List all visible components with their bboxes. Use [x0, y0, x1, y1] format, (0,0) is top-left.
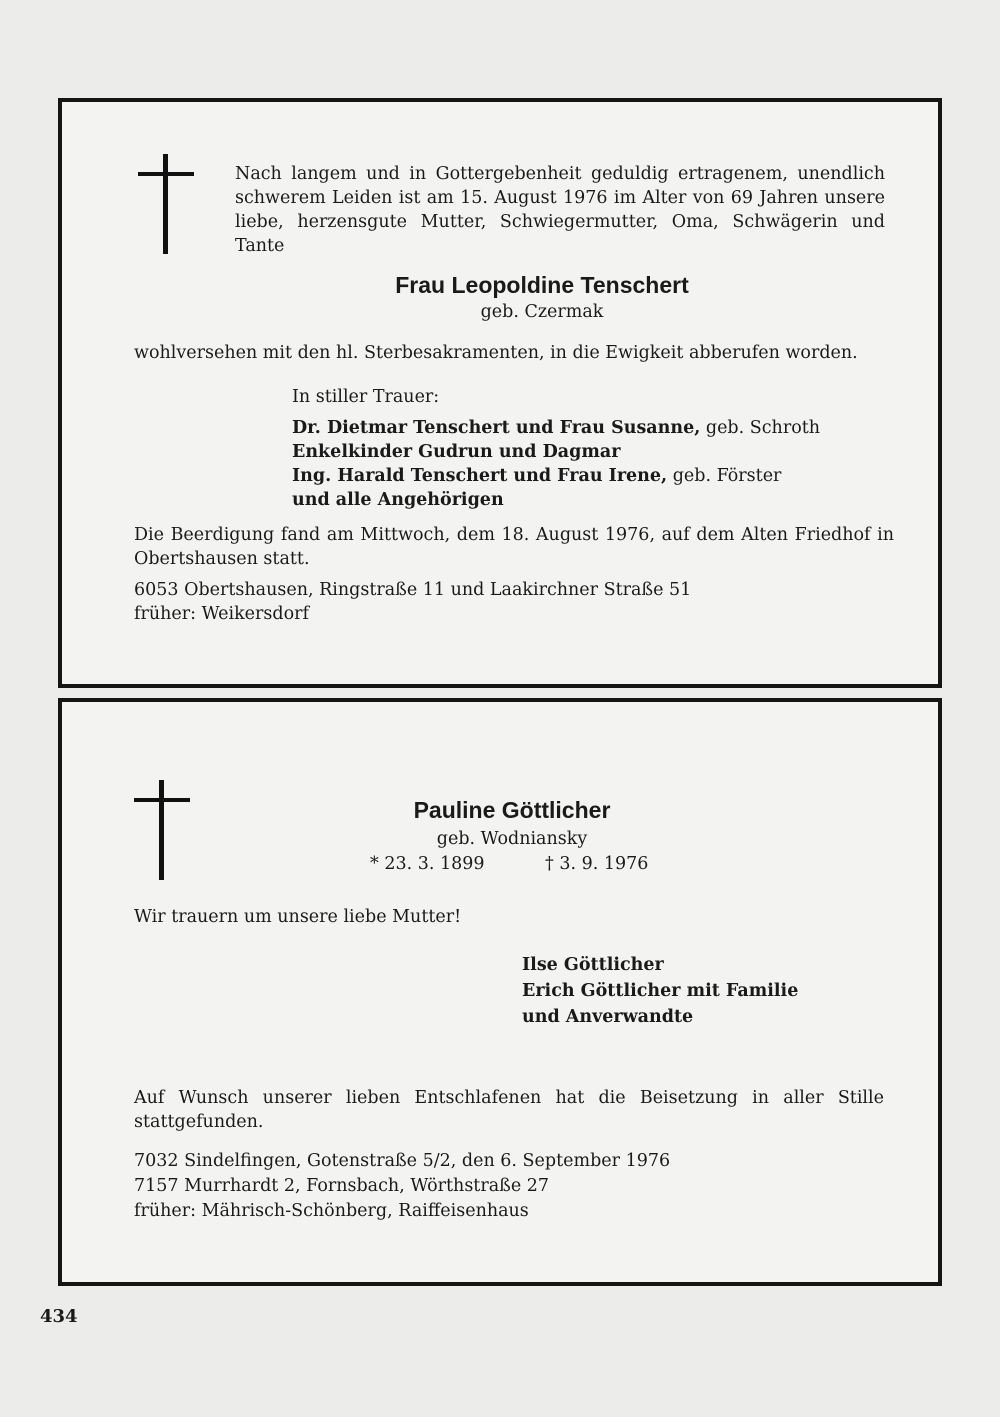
mourning-text: Wir trauern um unsere liebe Mutter!	[134, 907, 462, 927]
cross-icon	[138, 154, 194, 254]
deceased-name: Pauline Göttlicher	[413, 797, 611, 823]
mourners-list	[292, 416, 820, 512]
mourner-line: Ilse Göttlicher	[522, 955, 664, 975]
mourner-line: Erich Göttlicher mit Familie	[522, 981, 799, 1001]
notice-intro-text: Nach langem und in Gottergebenheit geduldig ertragenem, unendlich schwerem Leiden ist am 15. August 1976 im Alter von 69 Jahren unsere liebe, herzensgute Mutter, Schwiegermutter, Oma, Schwägerin und Tante	[235, 164, 885, 256]
mourner-line: Enkelkinder Gudrun und Dagmar	[292, 442, 621, 462]
address-line: 7032 Sindelfingen, Gotenstraße 5/2, den 6. September 1976	[134, 1151, 671, 1171]
mourner-line: Ing. Harald Tenschert und Frau Irene, geb. Förster	[292, 466, 782, 486]
burial-text: Auf Wunsch unserer lieben Entschlafenen hat die Beisetzung in aller Stille stattgefunden.	[134, 1088, 884, 1132]
mourner-line: und alle Angehörigen	[292, 490, 504, 510]
funeral-text: Die Beerdigung fand am Mittwoch, dem 18. August 1976, auf dem Alten Friedhof in Obertshausen statt.	[134, 525, 894, 569]
obituary-notice-goettlicher	[58, 698, 942, 1286]
page-number: 434	[40, 1306, 78, 1327]
birth-date: * 23. 3. 1899	[370, 854, 485, 874]
mourner-line: und Anverwandte	[522, 1007, 694, 1027]
obituary-notice-tenschert	[58, 98, 942, 688]
cross-icon	[134, 780, 190, 880]
address-line: 7157 Murrhardt 2, Fornsbach, Wörthstraße 27	[134, 1176, 550, 1196]
address-line: früher: Weikersdorf	[134, 604, 309, 624]
address-line: 6053 Obertshausen, Ringstraße 11 und Laakirchner Straße 51	[134, 580, 692, 600]
address-line: früher: Mährisch-Schönberg, Raiffeisenhaus	[134, 1201, 529, 1221]
sacraments-text: wohlversehen mit den hl. Sterbesakramenten, in die Ewigkeit abberufen worden.	[134, 343, 858, 363]
maiden-name: geb. Czermak	[480, 302, 604, 322]
mourner-line: Dr. Dietmar Tenschert und Frau Susanne, geb. Schroth	[292, 418, 821, 438]
deceased-name: Frau Leopoldine Tenschert	[395, 272, 689, 298]
maiden-name: geb. Wodniansky	[436, 829, 588, 849]
mourners-list	[522, 952, 798, 1030]
mourning-intro: In stiller Trauer:	[292, 387, 440, 407]
death-date: † 3. 9. 1976	[545, 854, 649, 874]
